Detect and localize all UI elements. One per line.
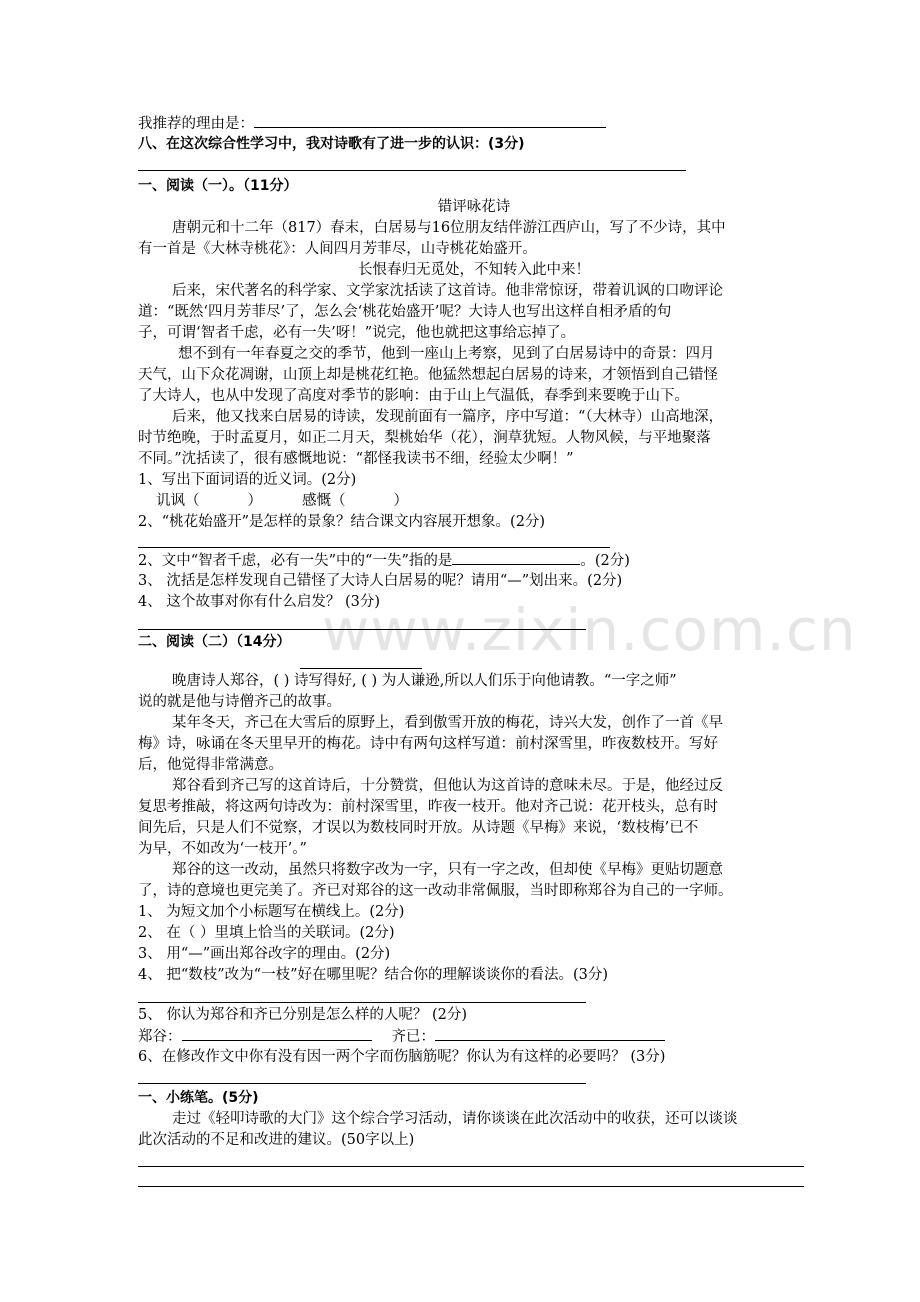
paragraph-line: 郑谷的这一改动，虽然只将数字改为一字，只有一字之改，但却使《早梅》更贴切题意 xyxy=(172,862,723,878)
paragraph-line: 想不到有一年春夏之交的季节，他到一座山上考察，见到了白居易诗中的奇景：四月 xyxy=(178,346,715,362)
paragraph-line: 有一首是《大林寺桃花》：人间四月芳菲尽，山寺桃花始盛开。 xyxy=(138,241,537,257)
question-4: 4、 把“数枝”改为“一枝”好在哪里呢？结合你的理解谈谈你的看法。(3分) xyxy=(138,967,609,983)
reading-1-title: 错评咏花诗 xyxy=(437,199,511,215)
title-answer-line[interactable] xyxy=(300,668,422,669)
qiji-label: 齐已： xyxy=(391,1029,435,1045)
question-2b-score: 。(2分) xyxy=(580,553,630,569)
zhenggu-label: 郑谷： xyxy=(138,1029,182,1045)
paragraph-line: 说的就是他与诗僧齐己的故事。 xyxy=(138,694,341,710)
question-3: 3、 沈括是怎样发现自己错怪了大诗人白居易的呢？请用“—”划出来。(2分) xyxy=(138,573,623,589)
paragraph-line: 间先后，只是人们不觉察，才误以为数枝同时开放。从诗题《早梅》来说，‘数枝梅’已不 xyxy=(138,820,699,836)
question-5-answers xyxy=(138,1026,810,1047)
zhenggu-answer-blank[interactable] xyxy=(182,1026,372,1041)
paragraph-line: 郑谷看到齐己写的这首诗后，十分赞赏，但他认为这首诗的意味未尽。于是，他经过反 xyxy=(172,778,723,794)
answer-blank[interactable] xyxy=(254,113,606,128)
reading-1-heading-text: 一、阅读（一）。（11分） xyxy=(138,178,298,194)
paragraph-line: 后来，宋代著名的科学家、文学家沈括读了这首诗。他非常惊讶，带着讥讽的口吻评论 xyxy=(172,283,723,299)
question-2: 2、 在（ ）里填上恰当的关联词。(2分) xyxy=(138,925,395,941)
qiji-answer-blank[interactable] xyxy=(435,1026,665,1041)
question-2b-text: 2、文中“智者千虑，必有一失”中的“一失”指的是 xyxy=(138,553,453,569)
writing-answer-line[interactable] xyxy=(138,1186,804,1187)
paragraph-line: 为早，不如改为‘一枝开’。” xyxy=(138,841,307,857)
paragraph-line: 天气，山下众花凋谢，山顶上却是桃花红艳。他猛然想起白居易的诗来，才领悟到自己错怪 xyxy=(138,367,718,383)
paragraph-line: 此次活动的不足和改进的建议。(50字以上) xyxy=(138,1132,415,1148)
synonym-paren-close: ） xyxy=(247,493,262,509)
paragraph-line: 复思考推敲，将这两句诗改为：前村深雪里，昨夜一枝开。他对齐己说：花开枝头，总有时 xyxy=(138,799,718,815)
paragraph-line: 走过《轻叩诗歌的大门》这个综合学习活动，请你谈谈在此次活动中的收获，还可以谈谈 xyxy=(172,1111,738,1127)
synonym-word-1: 讥讽（ xyxy=(156,493,200,509)
question-6: 6、在修改作文中你有没有因一两个字而伤脑筋呢？你认为有这样的必要吗？ (3分) xyxy=(138,1049,666,1065)
paragraph-line: 时节绝晚，于时孟夏月，如正二月天，梨桃始华（花），涧草犹短。人物风候，与平地聚落 xyxy=(138,430,711,446)
paragraph-line: 唐朝元和十二年（817）春末，白居易与16位朋友结伴游江西庐山，写了不少诗，其中 xyxy=(172,220,726,236)
question-2b xyxy=(138,550,810,571)
writing-heading xyxy=(138,1088,810,1108)
question-1: 1、写出下面词语的近义词。(2分) xyxy=(138,472,357,488)
writing-heading-text: 一、小练笔。(5分) xyxy=(138,1090,259,1106)
question-5: 5、 你认为郑谷和齐已分别是怎么样的人呢？ (2分) xyxy=(138,1007,467,1023)
watermark: www.zixin.com.cn xyxy=(322,596,857,664)
paragraph-line: 子，可谓‘智者千虑，必有一失’呀！”说完，他也就把这事给忘掉了。 xyxy=(138,325,576,341)
synonym-paren-close: ） xyxy=(393,493,408,509)
reading-2-heading-text: 二、阅读（二）（14分） xyxy=(138,634,291,650)
synonym-row xyxy=(156,491,828,511)
answer-line[interactable] xyxy=(138,1002,586,1003)
paragraph-line: 后来，他又找来白居易的诗读，发现前面有一篇序，序中写道：“（大林寺）山高地深， xyxy=(172,409,724,425)
paragraph-line: 某年冬天，齐己在大雪后的原野上，看到傲雪开放的梅花，诗兴大发，创作了一首《早 xyxy=(172,715,723,731)
answer-line[interactable] xyxy=(138,1083,586,1084)
synonym-word-2: 感慨（ xyxy=(302,493,346,509)
reading-1-heading xyxy=(138,176,810,196)
paragraph-line: 后，他觉得非常满意。 xyxy=(138,757,283,773)
paragraph-line: 了大诗人，也从中发现了高度对季节的影响：由于山上气温低，春季到来要晚于山下。 xyxy=(138,388,689,404)
paragraph-line: 晚唐诗人郑谷，( ) 诗写得好, ( ) 为人谦逊,所以人们乐于向他请教。“一字之师” xyxy=(172,673,677,689)
paragraph-line: 梅》诗，咏诵在冬天里早开的梅花。诗中有两句这样写道：前村深雪里，昨夜数枝开。写好 xyxy=(138,736,718,752)
question-3: 3、 用“—”画出郑谷改字的理由。(2分) xyxy=(138,946,391,962)
recommend-reason-label: 我推荐的理由是： xyxy=(138,116,254,132)
question-4: 4、 这个故事对你有什么启发？ (3分) xyxy=(138,594,380,610)
paragraph-line: 了，诗的意境也更完美了。齐已对郑谷的这一改动非常佩服，当时即称郑谷为自己的一字师。 xyxy=(138,883,733,899)
question-1: 1、 为短文加个小标题写在横线上。(2分) xyxy=(138,904,405,920)
paragraph-line: 不同。”沈括读了，很有感慨地说：“都怪我读书不细，经验太少啊！” xyxy=(138,451,574,467)
answer-line[interactable] xyxy=(138,170,686,171)
answer-blank[interactable] xyxy=(452,550,580,565)
question-2: 2、“桃花始盛开”是怎样的景象？结合课文内容展开想象。(2分) xyxy=(138,514,546,530)
answer-line[interactable] xyxy=(138,547,610,548)
writing-answer-line[interactable] xyxy=(138,1166,804,1167)
question-8: 八、在这次综合性学习中，我对诗歌有了进一步的认识：(3分) xyxy=(138,136,525,152)
recommend-reason-line xyxy=(138,113,810,134)
poem-line: 长恨春归无觅处，不知转入此中来！ xyxy=(358,262,590,278)
paragraph-line: 道：“既然‘四月芳菲尽’了，怎么会‘桃花始盛开’呢？大诗人也写出这样自相矛盾的句 xyxy=(138,304,672,320)
